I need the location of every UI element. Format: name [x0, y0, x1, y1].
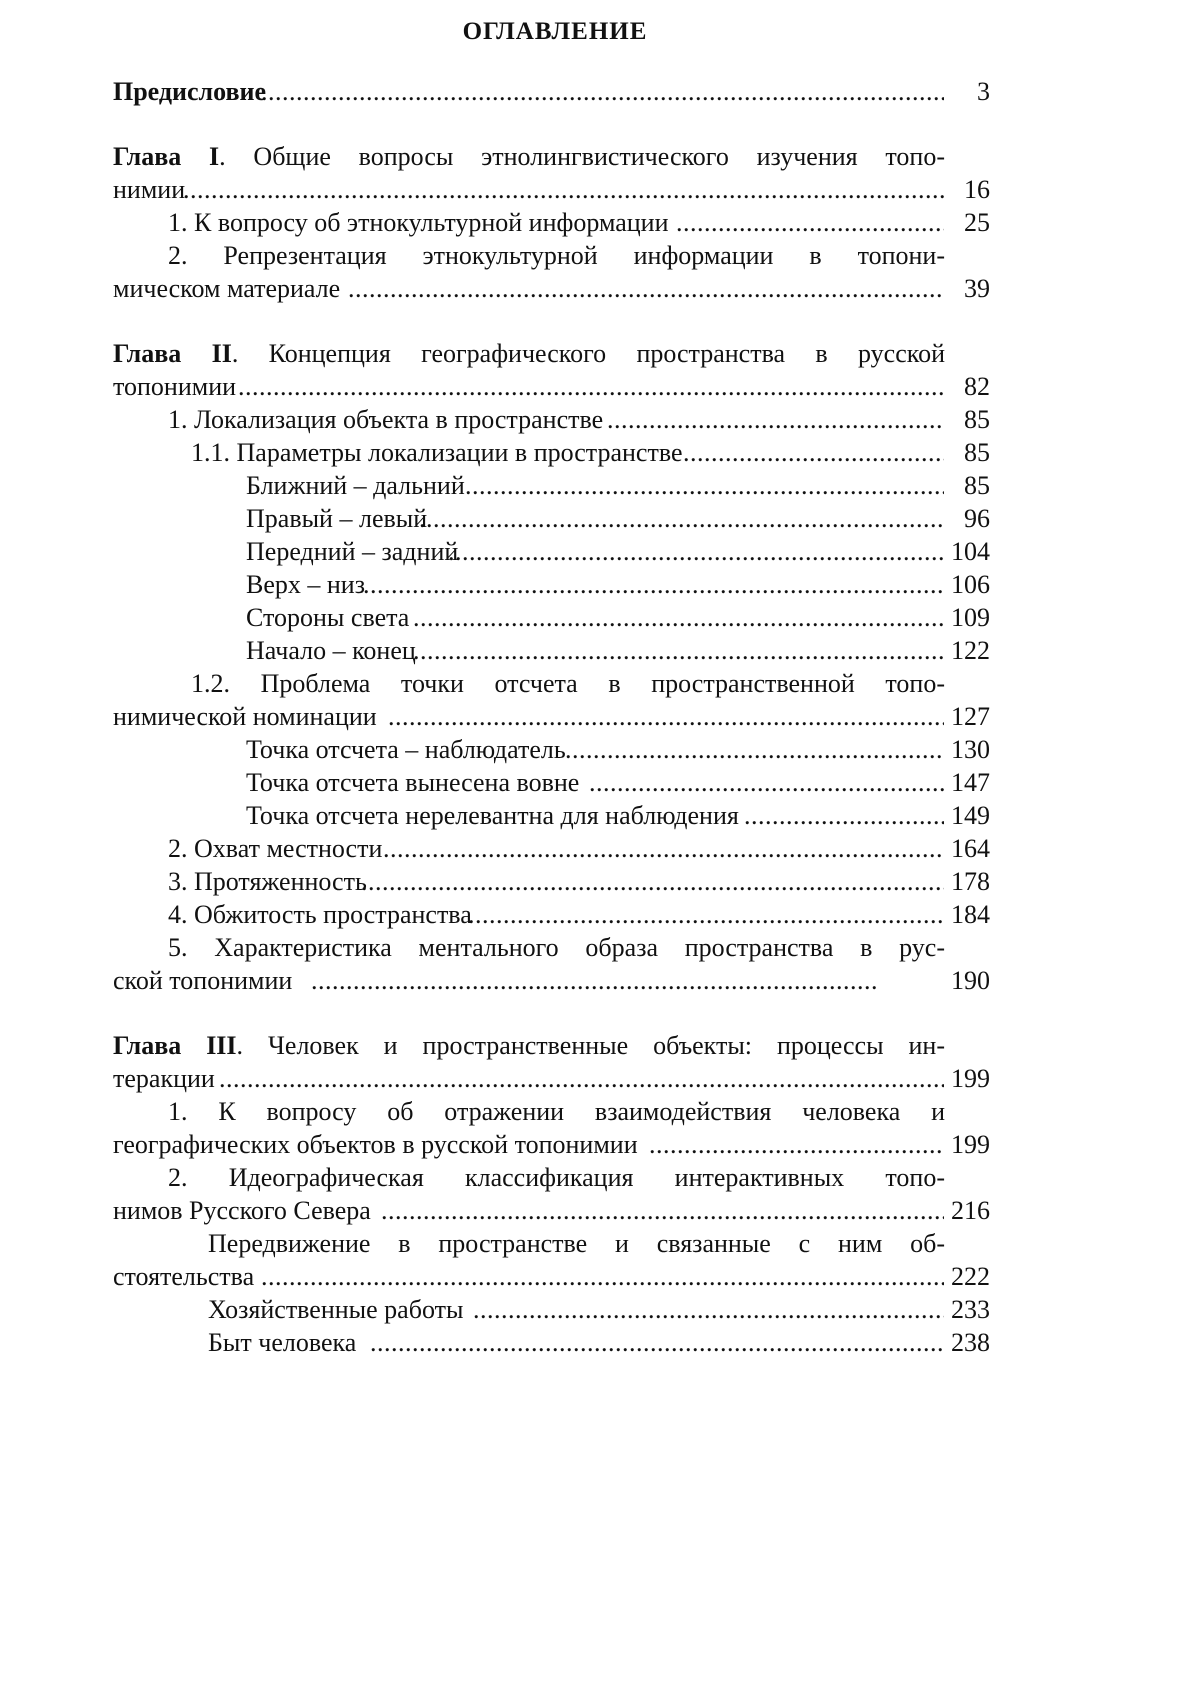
- toc-chapter-1-title: [113, 140, 990, 173]
- toc-page-number: 25: [964, 208, 990, 237]
- toc-entry-2-1: [113, 403, 990, 436]
- toc-entry-label: Правый – левый: [246, 504, 428, 533]
- toc-entry-label-continued: нимической номинации: [113, 702, 377, 731]
- toc-page-number: 216: [951, 1196, 990, 1225]
- dot-leader: [183, 173, 944, 206]
- toc-entry-label-continued: стоятельства: [113, 1262, 255, 1291]
- dot-leader: [565, 733, 944, 766]
- toc-entry-label: Верх – низ: [246, 570, 365, 599]
- toc-entry-1-2-title: [113, 239, 990, 272]
- toc-entry-label: 2. Идеографическая классификация интерактивных топо-: [168, 1163, 945, 1192]
- toc-page-number: 238: [951, 1328, 990, 1357]
- toc-entry-1-1: [113, 206, 990, 239]
- toc-entry-label: Хозяйственные работы: [208, 1295, 464, 1324]
- toc-chapter-3-title: [113, 1029, 990, 1062]
- toc-page-number: 233: [951, 1295, 990, 1324]
- dot-leader: [219, 1062, 944, 1095]
- toc-entry-label: Начало – конец: [246, 636, 416, 665]
- toc-entry-2-4: [113, 898, 990, 931]
- toc-entry-label: 1.1. Параметры локализации в пространстве: [191, 438, 683, 467]
- dot-leader: [683, 436, 944, 469]
- toc-page-number: 109: [951, 603, 990, 632]
- chapter-title: . Общие вопросы этнолингвистического изучения топо-: [219, 142, 946, 171]
- toc-page-number: 164: [951, 834, 990, 863]
- toc-entry-label-continued: ской топонимии: [113, 966, 293, 995]
- dot-leader: [419, 502, 944, 535]
- toc-page-number: 149: [951, 801, 990, 830]
- toc-entry-label: 2. Репрезентация этнокультурной информации в топони-: [168, 241, 945, 270]
- toc-entry-item: [113, 1326, 990, 1359]
- dot-leader: [468, 898, 944, 931]
- page-title: ОГЛАВЛЕНИЕ: [462, 18, 648, 45]
- toc-page-number: 106: [951, 570, 990, 599]
- toc-entry-preface: [113, 75, 990, 108]
- toc-entry-2-1-2: [113, 700, 990, 733]
- toc-entry-2-1-1: [113, 436, 990, 469]
- toc-entry-2-3: [113, 865, 990, 898]
- toc-entry-2-1-2-title: [113, 667, 990, 700]
- toc-page-number: 199: [951, 1130, 990, 1159]
- chapter-title: . Концепция географического пространства в русской: [231, 339, 945, 368]
- toc-page-number: 82: [964, 372, 990, 401]
- dot-leader: [261, 1260, 944, 1293]
- toc-entry-item: [113, 601, 990, 634]
- toc-entry-label: 5. Характеристика ментального образа пространства в рус-: [168, 933, 945, 962]
- toc-entry-item: [113, 502, 990, 535]
- toc-page-number: 3: [977, 77, 990, 106]
- chapter-title-continued: топонимии: [113, 372, 237, 401]
- toc-entry-item: [113, 1293, 990, 1326]
- toc-entry-chapter-1: [113, 173, 990, 206]
- toc-entry-2-2: [113, 832, 990, 865]
- toc-page-number: 127: [951, 702, 990, 731]
- toc-entry-3-2-item-1: [113, 1260, 990, 1293]
- dot-leader: [363, 568, 944, 601]
- toc-page-number: 178: [951, 867, 990, 896]
- toc-entry-item: [113, 568, 990, 601]
- dot-leader: [261, 75, 944, 108]
- toc-entry-label: Точка отсчета – наблюдатель: [246, 735, 566, 764]
- toc-page-number: 130: [951, 735, 990, 764]
- chapter-head: Глава II: [113, 339, 232, 368]
- toc-page-number: 104: [951, 537, 990, 566]
- toc-page-number: 16: [964, 175, 990, 204]
- toc-entry-chapter-2: [113, 370, 990, 403]
- toc-entry-3-1-title: [113, 1095, 990, 1128]
- toc-entry-label: 1. К вопросу об отражении взаимодействия человека и: [168, 1097, 945, 1126]
- toc-entry-label: 1. К вопросу об этнокультурной информации: [168, 208, 669, 237]
- dot-leader: [413, 634, 944, 667]
- toc-entry-label: Передвижение в пространстве и связанные с ним об-: [208, 1229, 945, 1258]
- dot-leader: [381, 1194, 944, 1227]
- toc-entry-3-2: [113, 1194, 990, 1227]
- table-of-contents: [113, 75, 990, 1359]
- chapter-title-continued: нимии: [113, 175, 186, 204]
- toc-entry-item: [113, 634, 990, 667]
- dot-leader: [744, 799, 944, 832]
- toc-entry-label-continued: географических объектов в русской топонимии: [113, 1130, 638, 1159]
- chapter-head: Глава III: [113, 1031, 237, 1060]
- dot-leader: [465, 469, 944, 502]
- toc-page-number: 190: [951, 966, 990, 995]
- toc-entry-label: Точка отсчета вынесена вовне: [246, 768, 580, 797]
- dot-leader: [311, 964, 879, 997]
- toc-entry-item: [113, 766, 990, 799]
- dot-leader: [448, 535, 944, 568]
- chapter-head: Глава I: [113, 142, 220, 171]
- dot-leader: [676, 206, 944, 239]
- toc-page-number: 96: [964, 504, 990, 533]
- toc-entry-label-continued: нимов Русского Севера: [113, 1196, 371, 1225]
- toc-entry-3-2-item-1-title: [113, 1227, 990, 1260]
- toc-entry-item: [113, 535, 990, 568]
- toc-page-number: 85: [964, 405, 990, 434]
- dot-leader: [361, 865, 944, 898]
- toc-entry-2-5-title: [113, 931, 990, 964]
- toc-entry-label: Быт человека: [208, 1328, 357, 1357]
- toc-entry-label: 4. Обжитость пространства: [168, 900, 472, 929]
- dot-leader: [607, 403, 944, 436]
- dot-leader: [473, 1293, 944, 1326]
- toc-entry-label: 2. Охват местности: [168, 834, 383, 863]
- toc-entry-3-2-title: [113, 1161, 990, 1194]
- toc-page-number: 85: [964, 471, 990, 500]
- dot-leader: [388, 700, 944, 733]
- toc-page-number: 122: [951, 636, 990, 665]
- dot-leader: [238, 370, 944, 403]
- toc-chapter-2-title: [113, 337, 990, 370]
- toc-page-number: 222: [951, 1262, 990, 1291]
- toc-entry-label: Стороны света: [246, 603, 410, 632]
- toc-entry-item: [113, 469, 990, 502]
- toc-page-number: 184: [951, 900, 990, 929]
- dot-leader: [589, 766, 944, 799]
- toc-entry-label: 1.2. Проблема точки отсчета в пространственной топо-: [191, 669, 945, 698]
- toc-entry-item: [113, 799, 990, 832]
- toc-entry-label: Передний – задний: [246, 537, 459, 566]
- toc-page-number: 85: [964, 438, 990, 467]
- dot-leader: [348, 272, 944, 305]
- dot-leader: [649, 1128, 944, 1161]
- toc-entry-2-5: [113, 964, 990, 997]
- toc-entry-label: 3. Протяженность: [168, 867, 367, 896]
- toc-entry-label-continued: мическом материале: [113, 274, 341, 303]
- toc-entry-3-1: [113, 1128, 990, 1161]
- dot-leader: [413, 601, 944, 634]
- chapter-title: . Человек и пространственные объекты: процессы ин-: [236, 1031, 945, 1060]
- chapter-title-continued: теракции: [113, 1064, 215, 1093]
- toc-entry-label: Ближний – дальний: [246, 471, 465, 500]
- toc-entry-label: 1. Локализация объекта в пространстве: [168, 405, 604, 434]
- toc-page-number: 147: [951, 768, 990, 797]
- toc-entry-item: [113, 733, 990, 766]
- toc-entry-chapter-3: [113, 1062, 990, 1095]
- toc-entry-label: Точка отсчета нерелевантна для наблюдения: [246, 801, 739, 830]
- toc-entry-label: Предисловие: [113, 77, 267, 106]
- toc-page-number: 199: [951, 1064, 990, 1093]
- dot-leader: [370, 1326, 944, 1359]
- toc-page-number: 39: [964, 274, 990, 303]
- dot-leader: [383, 832, 944, 865]
- toc-entry-1-2: [113, 272, 990, 305]
